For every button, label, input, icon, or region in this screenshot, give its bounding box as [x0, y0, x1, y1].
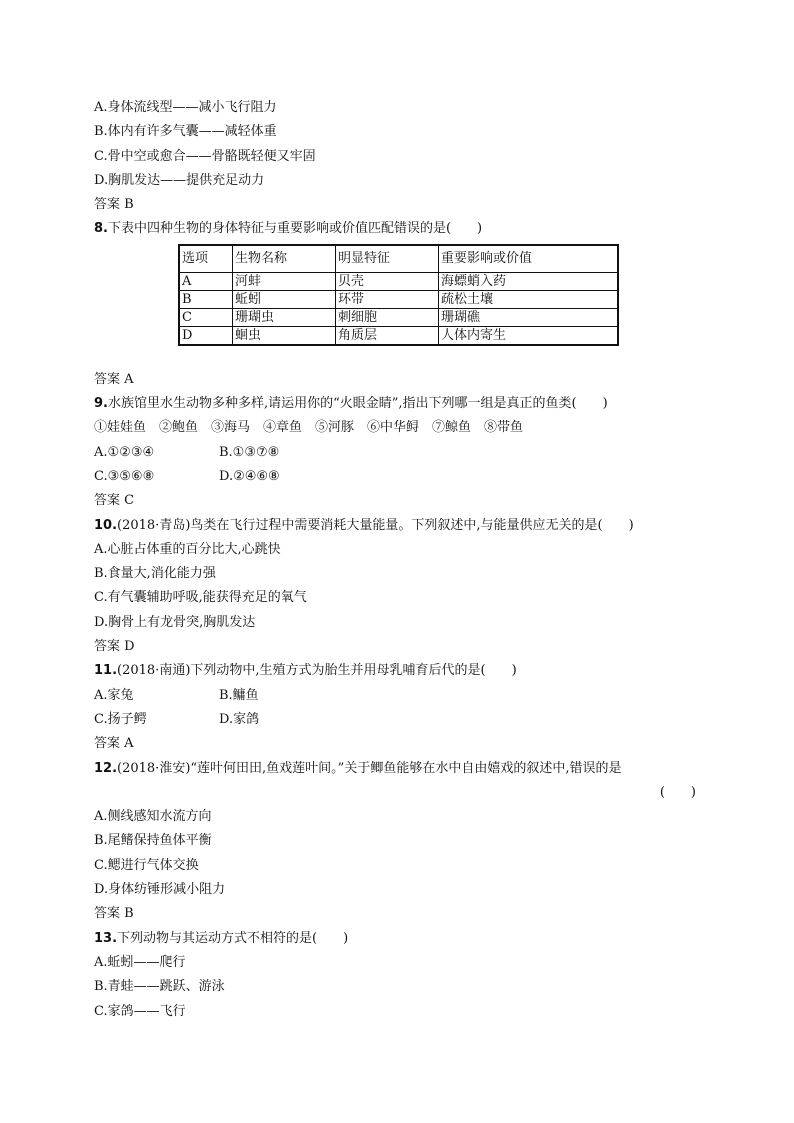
table-cell: B	[179, 290, 233, 308]
question-9	[94, 392, 704, 513]
option-b: B.①③⑦⑧	[219, 444, 280, 460]
table-row	[179, 326, 618, 345]
question-10	[94, 514, 704, 660]
table-cell: 刺细胞	[336, 308, 439, 326]
answer: 答案 A	[94, 736, 134, 752]
question-13	[94, 927, 704, 1024]
question-stem	[94, 217, 704, 241]
options-row	[94, 708, 704, 732]
option-a: A.身体流线型——减小飞行阻力	[94, 100, 277, 115]
options-row	[94, 441, 704, 465]
option-a: A.蚯蚓——爬行	[94, 954, 186, 970]
table-row	[179, 290, 618, 308]
table-cell: 环带	[336, 290, 439, 308]
table-cell: 珊瑚虫	[233, 308, 336, 326]
answer: 答案 C	[94, 493, 135, 509]
question-11	[94, 659, 704, 756]
option-d: D.胸肌发达——提供充足动力	[94, 172, 265, 188]
question-number: 8.	[94, 221, 108, 237]
option-c: C.鳃进行气体交换	[94, 857, 199, 873]
question-number: 9.	[94, 396, 108, 412]
table-cell: 蛔虫	[233, 326, 336, 345]
table-cell: A	[179, 272, 233, 290]
table-header: 生物名称	[233, 245, 336, 273]
options-row	[94, 465, 704, 489]
question-text: (2018·淮安)“莲叶何田田,鱼戏莲叶间。”关于鲫鱼能够在水中自由嬉戏的叙述中,错误的是	[117, 760, 622, 776]
question-stem	[94, 757, 704, 781]
table-cell: 蚯蚓	[233, 290, 336, 308]
question-stem	[94, 514, 704, 538]
table-row	[179, 308, 618, 326]
answer: 答案 D	[94, 639, 135, 655]
question-stem	[94, 927, 704, 951]
option-d: D.胸骨上有龙骨突,胸肌发达	[94, 614, 256, 630]
question-text: (2018·青岛)鸟类在飞行过程中需要消耗大量能量。下列叙述中,与能量供应无关的是( )	[117, 517, 634, 533]
question-number: 13.	[94, 930, 118, 946]
table-cell: 角质层	[336, 326, 439, 345]
table-cell: 海螵蛸入药	[439, 272, 619, 290]
table-header: 选项	[179, 245, 233, 273]
question-8	[94, 217, 704, 392]
question-number: 12.	[94, 760, 118, 776]
option-b: B.青蛙——跳跃、游泳	[94, 979, 225, 995]
option-b: B.尾鳍保持鱼体平衡	[94, 833, 212, 849]
table-cell: 疏松土壤	[439, 290, 619, 308]
comparison-table	[178, 244, 619, 346]
question-12	[94, 757, 704, 927]
table-cell: D	[179, 326, 233, 345]
option-c: C.有气囊辅助呼吸,能获得充足的氧气	[94, 590, 307, 606]
question-number: 11.	[94, 663, 118, 679]
option-a: A.心脏占体重的百分比大,心跳快	[94, 541, 281, 557]
table-cell: 河蚌	[233, 272, 336, 290]
option-c: C.扬子鳄	[94, 711, 147, 727]
option-d: D.身体纺锤形减小阻力	[94, 882, 226, 898]
question-stem	[94, 392, 704, 416]
option-b: B.食量大,消化能力强	[94, 566, 216, 582]
question-text: (2018·南通)下列动物中,生殖方式为胎生并用母乳哺育后代的是( )	[117, 663, 517, 679]
option-a: A.①②③④	[94, 444, 155, 460]
table-cell: 贝壳	[336, 272, 439, 290]
answer-blank: ( )	[659, 784, 696, 800]
question-text: 下表中四种生物的身体特征与重要影响或价值匹配错误的是( )	[107, 221, 483, 237]
table-header: 明显特征	[336, 245, 439, 273]
answer: 答案 B	[94, 906, 134, 922]
table-header: 重要影响或价值	[439, 245, 619, 273]
question-text: 下列动物与其运动方式不相符的是( )	[117, 930, 349, 946]
option-d: D.②④⑥⑧	[219, 468, 280, 484]
option-d: D.家鸽	[219, 711, 260, 727]
question-7	[94, 96, 704, 217]
option-b: B.鳙鱼	[219, 687, 259, 703]
question-text: 水族馆里水生动物多种多样,请运用你的“火眼金睛”,指出下列哪一组是真正的鱼类( )	[107, 396, 608, 412]
table-cell: 珊瑚礁	[439, 308, 619, 326]
question-number: 10.	[94, 517, 118, 533]
option-a: A.家兔	[94, 687, 134, 703]
table-header-row	[179, 245, 618, 273]
question-stem	[94, 659, 704, 683]
option-b: B.体内有许多气囊——减轻体重	[94, 124, 277, 140]
options-row	[94, 684, 704, 708]
option-c: C.骨中空或愈合——骨骼既轻便又牢固	[94, 148, 316, 164]
answer: 答案 A	[94, 371, 134, 387]
item-list: ①娃娃鱼 ②鲍鱼 ③海马 ④章鱼 ⑤河豚 ⑥中华鲟 ⑦鲸鱼 ⑧带鱼	[94, 420, 524, 436]
option-c: C.家鸽——飞行	[94, 1003, 186, 1019]
table-cell: 人体内寄生	[439, 326, 619, 345]
worksheet-page	[94, 96, 704, 1024]
answer: 答案 B	[94, 197, 134, 213]
option-a: A.侧线感知水流方向	[94, 809, 212, 825]
table-cell: C	[179, 308, 233, 326]
table-row	[179, 272, 618, 290]
option-c: C.③⑤⑥⑧	[94, 468, 155, 484]
